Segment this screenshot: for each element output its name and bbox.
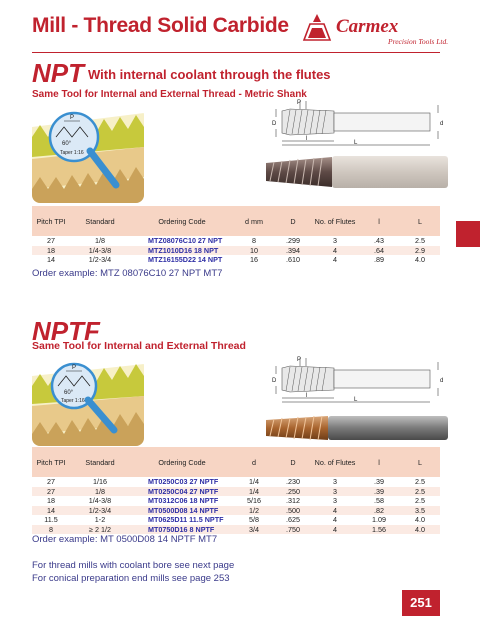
table-row xyxy=(32,525,440,535)
nptf-col-ordering-code: Ordering Code xyxy=(130,447,234,477)
npt-col-D: D xyxy=(274,206,312,236)
ordering-code-cell: MT0312C06 18 NPTF xyxy=(130,496,234,506)
ordering-code-cell: MTZ08076C10 27 NPT xyxy=(130,236,234,246)
nptf-tool-dimension-drawing xyxy=(262,354,452,406)
nptf-dim-D: D xyxy=(272,378,277,384)
cell: .89 xyxy=(358,255,400,265)
cell: 1/2-3/4 xyxy=(70,506,130,516)
ordering-code-cell: MT0500D08 14 NPTF xyxy=(130,506,234,516)
footer-note-coolant: For thread mills with coolant bore see next page xyxy=(32,560,235,571)
cell: 3 xyxy=(312,496,358,506)
cell: 14 xyxy=(32,255,70,265)
cell: 1-2 xyxy=(70,515,130,525)
cell: .625 xyxy=(274,515,312,525)
cell: 2.5 xyxy=(400,496,440,506)
table-row xyxy=(32,506,440,516)
cell: 4 xyxy=(312,255,358,265)
carmex-logo xyxy=(300,10,450,46)
cell: .39 xyxy=(358,477,400,487)
npt-thread-profile-diagram xyxy=(32,107,144,203)
logo-tagline: Precision Tools Ltd. xyxy=(388,37,449,46)
cell: 1/2-3/4 xyxy=(70,255,130,265)
cell: 4 xyxy=(312,515,358,525)
nptf-col-L: L xyxy=(400,447,440,477)
page-title: Mill - Thread Solid Carbide xyxy=(32,14,289,37)
cell: 8 xyxy=(234,236,274,246)
cell: 4 xyxy=(312,506,358,516)
section-tab-marker xyxy=(456,221,480,247)
cell: 18 xyxy=(32,246,70,256)
nptf-tool-image xyxy=(262,410,450,446)
npt-col-ordering-code: Ordering Code xyxy=(130,206,234,236)
header-rule xyxy=(32,52,440,53)
nptf-dim-d: d xyxy=(440,378,444,384)
cell: .64 xyxy=(358,246,400,256)
nptf-col-D: D xyxy=(274,447,312,477)
ordering-code-cell: MT0625D11 11.5 NPTF xyxy=(130,515,234,525)
cell: 4.0 xyxy=(400,525,440,535)
ordering-code-cell: MT0750D16 8 NPTF xyxy=(130,525,234,535)
npt-diagram-pitch-label: P xyxy=(70,115,75,121)
npt-table-header xyxy=(32,206,440,236)
nptf-order-example: Order example: MT 0500D08 14 NPTF MT7 xyxy=(32,534,218,545)
table-row xyxy=(32,477,440,487)
cell: 2.5 xyxy=(400,487,440,497)
cell: 2.9 xyxy=(400,246,440,256)
cell: .299 xyxy=(274,236,312,246)
cell: 10 xyxy=(234,246,274,256)
cell: 3/4 xyxy=(234,525,274,535)
nptf-diagram-taper-label: Taper 1:16 xyxy=(61,398,85,404)
npt-tool-image xyxy=(262,151,450,193)
npt-col-l: l xyxy=(358,206,400,236)
cell: 4 xyxy=(312,525,358,535)
npt-dim-l: l xyxy=(306,136,308,142)
cell: 11.5 xyxy=(32,515,70,525)
cell: .43 xyxy=(358,236,400,246)
npt-order-example: Order example: MTZ 08076C10 27 NPT MT7 xyxy=(32,268,223,279)
cell: 16 xyxy=(234,255,274,265)
nptf-note: Same Tool for Internal and External Thread xyxy=(32,340,246,352)
footer-note-conical: For conical preparation end mills see page 253 xyxy=(32,573,230,584)
npt-col-pitch: Pitch TPI xyxy=(32,206,70,236)
npt-col-flutes: No. of Flutes xyxy=(312,206,358,236)
cell: 3 xyxy=(312,236,358,246)
cell: 1.09 xyxy=(358,515,400,525)
logo-brand: Carmex xyxy=(336,16,399,37)
cell: 27 xyxy=(32,487,70,497)
nptf-diagram-pitch-label: P xyxy=(72,365,77,371)
cell: .82 xyxy=(358,506,400,516)
cell: 2.5 xyxy=(400,477,440,487)
nptf-col-pitch: Pitch TPI xyxy=(32,447,70,477)
cell: .312 xyxy=(274,496,312,506)
cell: 4.0 xyxy=(400,255,440,265)
table-row xyxy=(32,496,440,506)
cell: 18 xyxy=(32,496,70,506)
cell: 1/4 xyxy=(234,487,274,497)
npt-diagram-angle-label: 60° xyxy=(62,141,72,147)
nptf-dim-L: L xyxy=(354,397,358,403)
table-row xyxy=(32,487,440,497)
npt-col-d-mm: d mm xyxy=(234,206,274,236)
nptf-dim-p: P xyxy=(297,357,302,363)
cell: 4 xyxy=(312,246,358,256)
ordering-code-cell: MTZ16155D22 14 NPT xyxy=(130,255,234,265)
ordering-code-cell: MT0250C03 27 NPTF xyxy=(130,477,234,487)
nptf-col-d: d xyxy=(234,447,274,477)
cell: 1/4-3/8 xyxy=(70,496,130,506)
ordering-code-cell: MT0250C04 27 NPTF xyxy=(130,487,234,497)
npt-tool-dimension-drawing xyxy=(262,97,452,149)
cell: 3.5 xyxy=(400,506,440,516)
cell: 14 xyxy=(32,506,70,516)
npt-dim-d: d xyxy=(440,121,444,127)
cell: 5/16 xyxy=(234,496,274,506)
cell: 4.0 xyxy=(400,515,440,525)
cell: 1/4-3/8 xyxy=(70,246,130,256)
cell: .230 xyxy=(274,477,312,487)
cell: 1.56 xyxy=(358,525,400,535)
cell: 1/8 xyxy=(70,236,130,246)
cell: ≥ 2 1/2 xyxy=(70,525,130,535)
npt-diagram-taper-label: Taper 1:16 xyxy=(60,150,84,156)
cell: .750 xyxy=(274,525,312,535)
npt-subtitle: With internal coolant through the flutes xyxy=(88,67,331,82)
table-row xyxy=(32,236,440,246)
nptf-diagram-angle-label: 60° xyxy=(64,390,74,396)
cell: .394 xyxy=(274,246,312,256)
nptf-table-header xyxy=(32,447,440,477)
cell: 27 xyxy=(32,236,70,246)
nptf-thread-profile-diagram xyxy=(32,358,144,446)
nptf-col-standard: Standard xyxy=(70,447,130,477)
cell: 8 xyxy=(32,525,70,535)
cell: 3 xyxy=(312,477,358,487)
cell: .58 xyxy=(358,496,400,506)
page-number: 251 xyxy=(402,590,440,616)
cell: .500 xyxy=(274,506,312,516)
npt-note: Same Tool for Internal and External Thread - Metric Shank xyxy=(32,89,307,100)
nptf-title: NPTF xyxy=(32,316,100,346)
cell: 1/8 xyxy=(70,487,130,497)
cell: .39 xyxy=(358,487,400,497)
npt-spec-table xyxy=(32,206,440,265)
carmex-emblem-icon xyxy=(300,12,334,44)
table-row xyxy=(32,515,440,525)
cell: 3 xyxy=(312,487,358,497)
ordering-code-cell: MTZ1010D16 18 NPT xyxy=(130,246,234,256)
cell: 27 xyxy=(32,477,70,487)
cell: .610 xyxy=(274,255,312,265)
npt-title: NPT xyxy=(32,58,84,88)
cell: 5/8 xyxy=(234,515,274,525)
npt-dim-D: D xyxy=(272,121,277,127)
nptf-col-l: l xyxy=(358,447,400,477)
npt-col-standard: Standard xyxy=(70,206,130,236)
nptf-col-flutes: No. of Flutes xyxy=(312,447,358,477)
cell: 2.5 xyxy=(400,236,440,246)
table-row xyxy=(32,246,440,256)
npt-dim-p: P xyxy=(297,100,302,106)
npt-col-L: L xyxy=(400,206,440,236)
nptf-spec-table xyxy=(32,447,440,534)
table-row xyxy=(32,255,440,265)
npt-dim-L: L xyxy=(354,140,358,146)
nptf-dim-l: l xyxy=(306,393,308,399)
cell: 1/4 xyxy=(234,477,274,487)
cell: 1/2 xyxy=(234,506,274,516)
cell: 1/16 xyxy=(70,477,130,487)
cell: .250 xyxy=(274,487,312,497)
